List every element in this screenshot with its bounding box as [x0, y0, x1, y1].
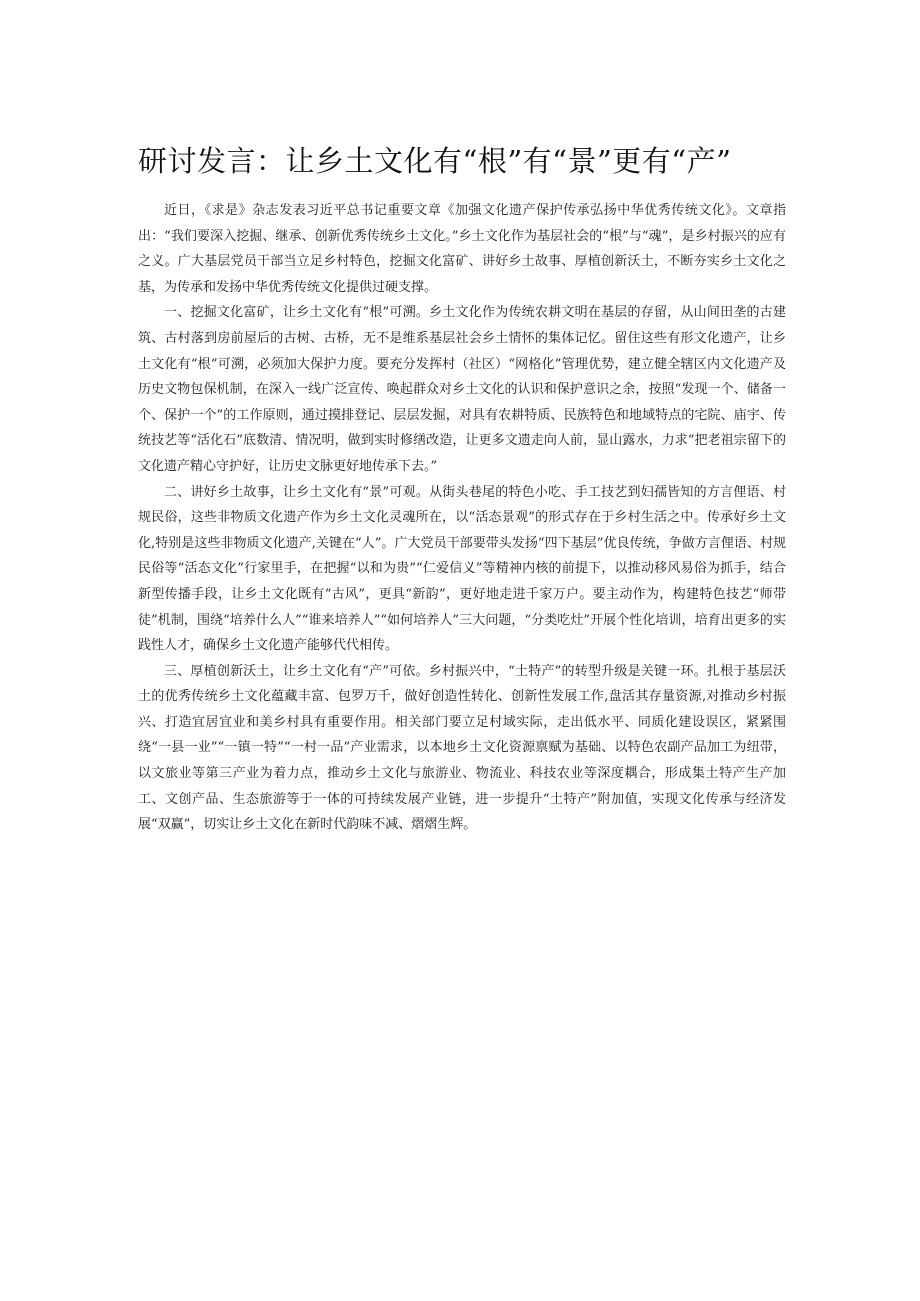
document-body: [138, 198, 786, 838]
section-three-paragraph: 三、厚植创新沃土，让乡土文化有“产”可依。乡村振兴中，“土特产”的转型升级是关键一环。扎根于基层沃土的优秀传统乡土文化蕴藏丰富、包罗万千，做好创造性转化、创新性发展工作,盘活其存量资源,对推动乡村振兴、打造宜居宜业和美乡村具有重要作用。相关部门要立足村域实际，走出低水平、同质化建设误区，紧紧围绕“一县一业”“一镇一特”“一村一品”产业需求，以本地乡土文化资源禀赋为基础、以特色农副产品加工为纽带，以文旅业等第三产业为着力点，推动乡土文化与旅游业、物流业、科技农业等深度耦合，形成集土特产生产加工、文创产品、生态旅游等于一体的可持续发展产业链，进一步提升“土特产”附加值，实现文化传承与经济发展“双赢”，切实让乡土文化在新时代韵味不减、熠熠生辉。: [138, 663, 786, 833]
document-title: 研讨发言：让乡土文化有“根”有“景”更有“产”: [138, 144, 732, 178]
intro-paragraph: 近日，《求是》杂志发表习近平总书记重要文章《加强文化遗产保护传承弘扬中华优秀传统文化》。文章指出：“我们要深入挖掘、继承、创新优秀传统乡土文化。”乡土文化作为基层社会的“根”与“魂”，是乡村振兴的应有之义。广大基层党员干部当立足乡村特色，挖掘文化富矿、讲好乡土故事、厚植创新沃土，不断夯实乡土文化之基，为传承和发扬中华优秀传统文化提供过硬支撑。: [138, 203, 786, 295]
section-one-paragraph: 一、挖掘文化富矿，让乡土文化有“根”可溯。乡土文化作为传统农耕文明在基层的存留，从山间田垄的古建筑、古村落到房前屋后的古树、古桥，无不是维系基层社会乡土情怀的集体记忆。留住这些有形文化遗产，让乡土文化有“根”可溯，必须加大保护力度。要充分发挥村（社区）“网格化”管理优势，建立健全辖区内文化遗产及历史文物包保机制，在深入一线广泛宣传、唤起群众对乡土文化的认识和保护意识之余，按照“发现一个、储备一个、保护一个”的工作原则，通过摸排登记、层层发掘，对具有农耕特质、民族特色和地域特点的宅院、庙宇、传统技艺等“活化石”底数清、情况明，做到实时修缮改造，让更多文遗走向人前，显山露水，力求“把老祖宗留下的文化遗产精心守护好，让历史文脉更好地传承下去。”: [138, 305, 786, 474]
section-two-paragraph: 二、讲好乡土故事，让乡土文化有“景”可观。从街头巷尾的特色小吃、手工技艺到妇孺皆知的方言俚语、村规民俗，这些非物质文化遗产作为乡土文化灵魂所在，以“活态景观”的形式存在于乡村生活之中。传承好乡土文化,特别是这些非物质文化遗产,关键在“人”。广大党员干部要带头发扬“四下基层”优良传统，争做方言俚语、村规民俗等“活态文化”行家里手，在把握“以和为贵”“仁爱信义”等精神内核的前提下，以推动移风易俗为抓手，结合新型传播手段，让乡土文化既有“古风”，更具“新韵”，更好地走进千家万户。要主动作为，构建特色技艺“师带徒”机制，围绕“培养什么人”“谁来培养人”“如何培养人”三大问题，“分类吃灶”开展个性化培训，培育出更多的实践性人才，确保乡土文化遗产能够代代相传。: [138, 484, 786, 654]
